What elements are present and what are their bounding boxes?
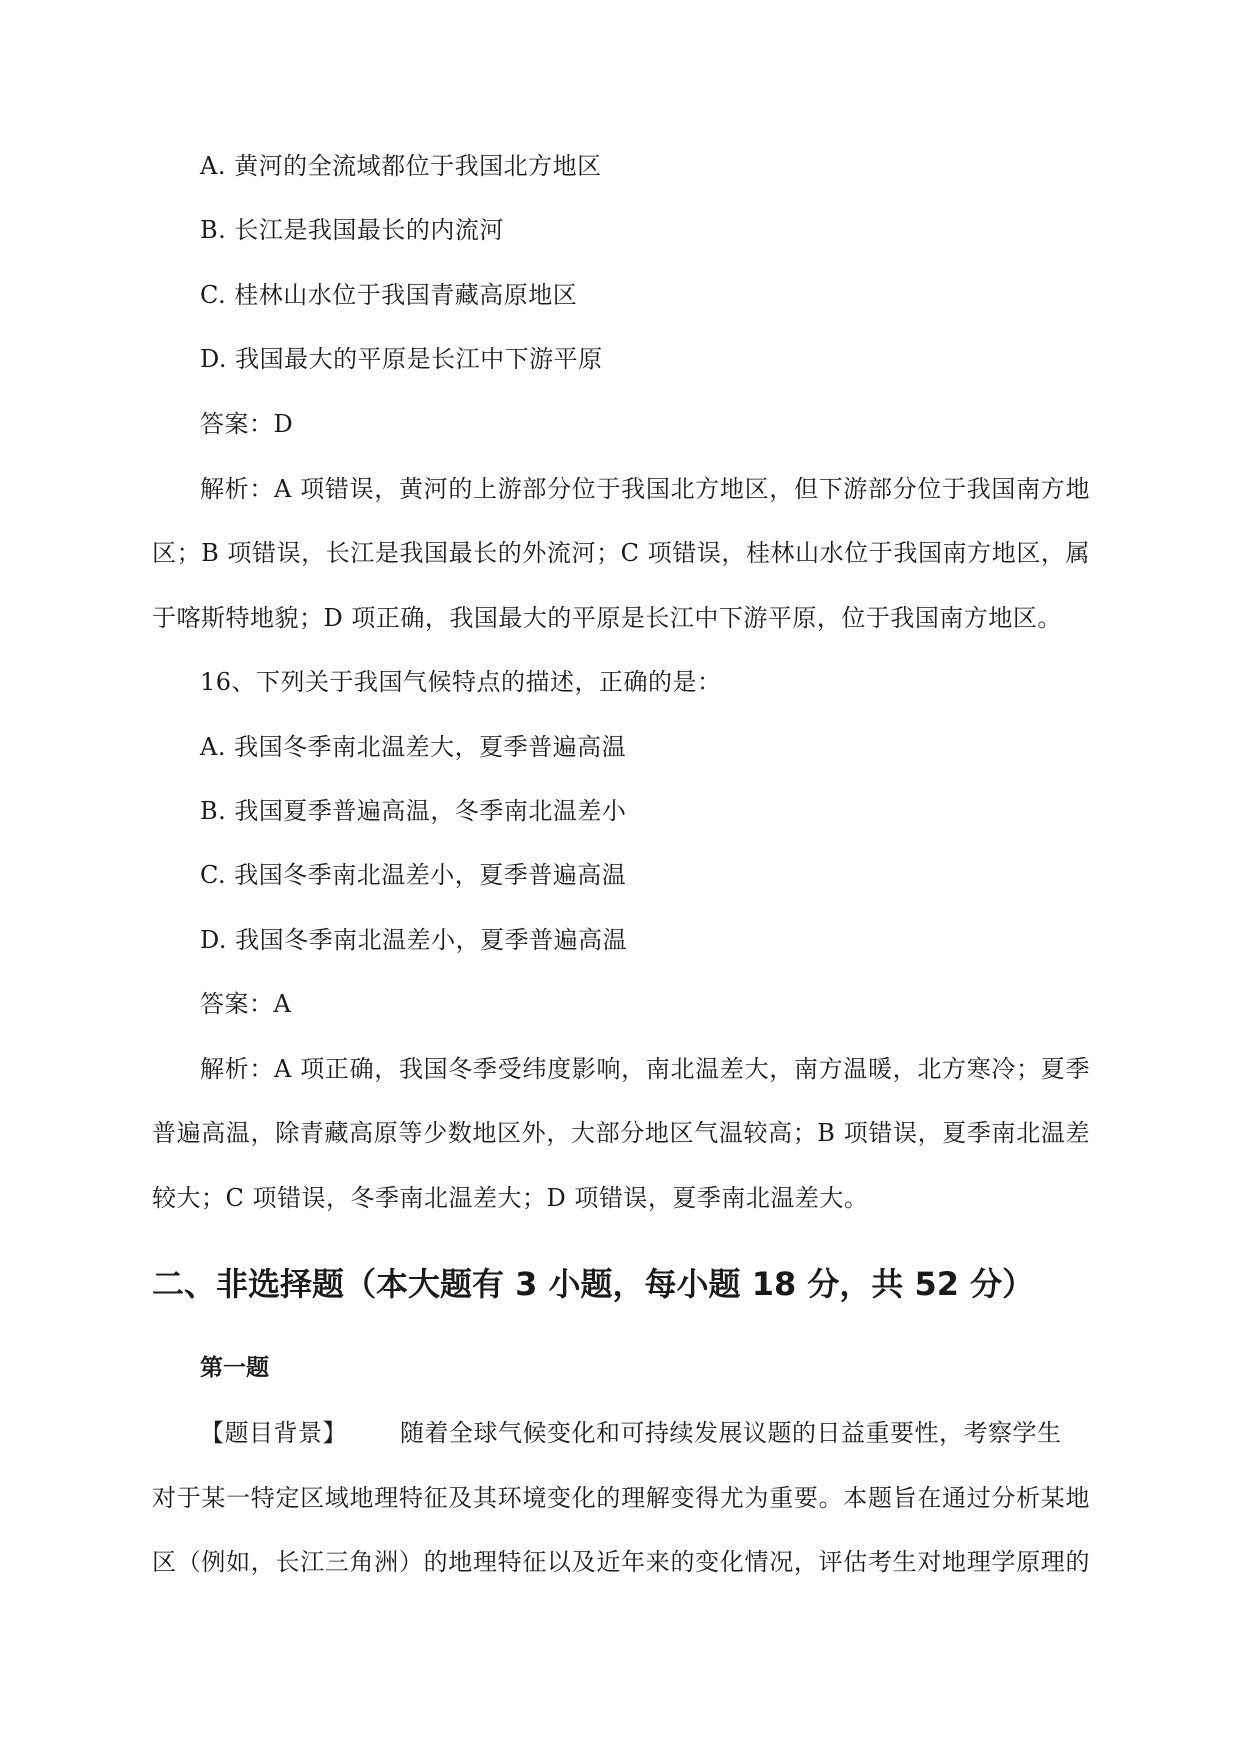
- q16-question: 16、下列关于我国气候特点的描述，正确的是：: [200, 668, 722, 696]
- background-line-1: [200, 1417, 1062, 1449]
- background-text-1: 随着全球气候变化和可持续发展议题的日益重要性，考察学生: [400, 1419, 1062, 1447]
- q15-option-b: B. 长江是我国最长的内流河: [200, 216, 504, 244]
- q16-option-d: D. 我国冬季南北温差小，夏季普遍高温: [200, 926, 628, 954]
- q16-explanation-line-2: 普遍高温，除青藏高原等少数地区外，大部分地区气温较高；B 项错误，夏季南北温差: [152, 1119, 1090, 1147]
- first-question-title: 第一题: [200, 1355, 269, 1381]
- q15-option-a: A. 黄河的全流域都位于我国北方地区: [200, 152, 602, 180]
- q15-explanation-line-2: 区；B 项错误，长江是我国最长的外流河；C 项错误，桂林山水位于我国南方地区，属: [152, 539, 1090, 567]
- q15-explanation-line-3: 于喀斯特地貌；D 项正确，我国最大的平原是长江中下游平原，位于我国南方地区。: [152, 604, 1062, 632]
- background-line-3: 区（例如，长江三角洲）的地理特征以及近年来的变化情况，评估考生对地理学原理的: [152, 1548, 1090, 1576]
- background-line-2: 对于某一特定区域地理特征及其环境变化的理解变得尤为重要。本题旨在通过分析某地: [152, 1484, 1090, 1512]
- section-heading: 二、非选择题（本大题有 3 小题，每小题 18 分，共 52 分）: [152, 1265, 1035, 1303]
- background-label: 【题目背景】: [200, 1419, 347, 1447]
- q15-explanation-line-1: 解析：A 项错误，黄河的上游部分位于我国北方地区，但下游部分位于我国南方地: [200, 475, 1090, 503]
- q16-answer: 答案：A: [200, 990, 292, 1018]
- q16-explanation-line-1: 解析：A 项正确，我国冬季受纬度影响，南北温差大，南方温暖，北方寒冷；夏季: [200, 1055, 1090, 1083]
- q16-option-b: B. 我国夏季普遍高温，冬季南北温差小: [200, 797, 627, 825]
- q15-option-c: C. 桂林山水位于我国青藏高原地区: [200, 281, 578, 309]
- q16-explanation-line-3: 较大；C 项错误，冬季南北温差大；D 项错误，夏季南北温差大。: [152, 1184, 869, 1212]
- q16-option-c: C. 我国冬季南北温差小，夏季普遍高温: [200, 861, 627, 889]
- q16-option-a: A. 我国冬季南北温差大，夏季普遍高温: [200, 733, 627, 761]
- q15-option-d: D. 我国最大的平原是长江中下游平原: [200, 345, 603, 373]
- q15-answer: 答案：D: [200, 410, 294, 438]
